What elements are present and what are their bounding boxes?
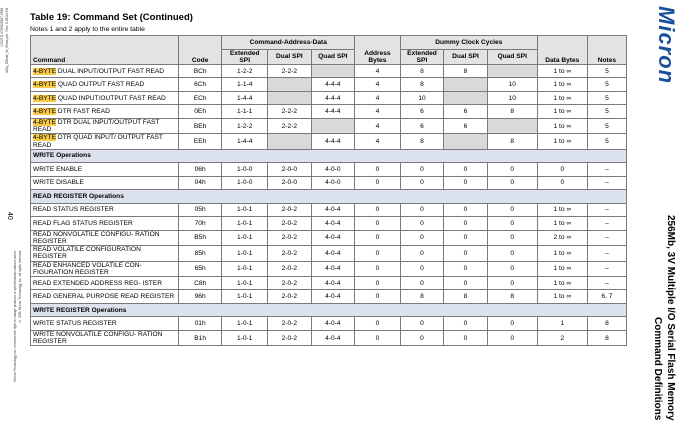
dummy-quad-cell: 8: [487, 290, 537, 304]
dummy-dual-cell: 0: [444, 261, 488, 276]
dummy-quad-cell: 0: [487, 276, 537, 290]
dummy-extended-cell: 0: [400, 317, 444, 331]
dummy-extended-cell: 0: [400, 230, 444, 245]
dummy-dual-cell: 6: [444, 118, 488, 133]
notes-cell: –: [587, 203, 626, 217]
address-bytes-cell: 0: [355, 163, 401, 177]
table-row: [31, 64, 627, 78]
code-cell: EEh: [178, 134, 222, 149]
address-bytes-cell: 0: [355, 246, 401, 261]
extended-spi-cell: 1-0-1: [222, 203, 268, 217]
extended-spi-cell: 1-0-1: [222, 230, 268, 245]
data-bytes-cell: 1 to ∞: [537, 64, 587, 78]
dummy-extended-cell: 0: [400, 246, 444, 261]
dummy-extended-cell: 0: [400, 217, 444, 231]
command-name: DUAL INPUT/OUTPUT FAST READ: [56, 67, 165, 75]
section-header: READ REGISTER Operations: [31, 190, 627, 204]
notes-cell: –: [587, 163, 626, 177]
dummy-extended-cell: 8: [400, 64, 444, 78]
product-title-line-2: Command Definitions: [652, 317, 663, 421]
table-row: [31, 163, 627, 177]
dual-spi-cell: 2-0-2: [268, 246, 312, 261]
dummy-dual-cell: [444, 134, 488, 149]
dual-spi-cell: [268, 78, 312, 92]
command-cell: [31, 176, 179, 190]
table-body: [31, 64, 627, 345]
dummy-quad-cell: 0: [487, 163, 537, 177]
four-byte-highlight: 4-BYTE: [33, 108, 57, 116]
dual-spi-cell: 2-2-2: [268, 118, 312, 133]
extended-spi-cell: 1-0-1: [222, 330, 268, 345]
command-name: READ NONVOLATILE CONFIGU- RATION REGISTER: [33, 230, 160, 245]
table-row: [31, 290, 627, 304]
code-cell: B5h: [178, 230, 222, 245]
section-header: WRITE REGISTER Operations: [31, 303, 627, 317]
code-cell: C8h: [178, 276, 222, 290]
dummy-dual-cell: 0: [444, 330, 488, 345]
address-bytes-cell: 0: [355, 230, 401, 245]
code-cell: 96h: [178, 290, 222, 304]
header-quad-spi: Quad SPI: [311, 49, 355, 64]
dual-spi-cell: 2-2-2: [268, 105, 312, 119]
dummy-extended-cell: 0: [400, 261, 444, 276]
right-margin: [637, 0, 683, 431]
data-bytes-cell: 1: [537, 317, 587, 331]
table-row: [31, 91, 627, 105]
dual-spi-cell: 2-0-2: [268, 330, 312, 345]
code-cell: ECh: [178, 91, 222, 105]
table-title: Table 19: Command Set (Continued): [30, 12, 193, 23]
table-row: [31, 134, 627, 149]
product-title-line-1: 256Mb, 3V Multiple I/O Serial Flash Memory: [665, 215, 676, 421]
header-data-bytes: Data Bytes: [537, 36, 587, 65]
table-row: [31, 176, 627, 190]
code-cell: 01h: [178, 317, 222, 331]
code-cell: 65h: [178, 261, 222, 276]
notes-cell: 5: [587, 134, 626, 149]
table-row: [31, 330, 627, 345]
section-header: WRITE Operations: [31, 149, 627, 163]
product-title: [651, 215, 677, 421]
command-cell: [31, 261, 179, 276]
dummy-extended-cell: 0: [400, 203, 444, 217]
data-bytes-cell: 1 to ∞: [537, 217, 587, 231]
header-dummy-clock-cycles: Dummy Clock Cycles: [400, 36, 537, 50]
address-bytes-cell: 0: [355, 203, 401, 217]
notes-cell: –: [587, 246, 626, 261]
extended-spi-cell: 1-0-1: [222, 317, 268, 331]
dummy-quad-cell: 0: [487, 176, 537, 190]
command-cell: [31, 330, 179, 345]
command-set-table: [30, 35, 627, 346]
extended-spi-cell: 1-2-2: [222, 64, 268, 78]
table-row: [31, 78, 627, 92]
header-dummy-quad-spi: Quad SPI: [487, 49, 537, 64]
notes-cell: 6, 7: [587, 290, 626, 304]
table-row: [31, 217, 627, 231]
quad-spi-cell: 4-0-4: [311, 317, 355, 331]
four-byte-highlight: 4-BYTE: [33, 94, 57, 102]
dummy-quad-cell: [487, 64, 537, 78]
data-bytes-cell: 1 to ∞: [537, 203, 587, 217]
address-bytes-cell: 4: [355, 91, 401, 105]
doc-file: n25q_256mb_3v_65nm.pdf - Rev. S 09/13 EN: [5, 8, 9, 74]
four-byte-highlight: 4-BYTE: [33, 67, 57, 75]
left-margin: [0, 0, 26, 431]
notes-cell: 8: [587, 330, 626, 345]
table-row: [31, 105, 627, 119]
command-cell: [31, 118, 179, 133]
extended-spi-cell: 1-0-1: [222, 246, 268, 261]
table-row: [31, 317, 627, 331]
notes-cell: 5: [587, 91, 626, 105]
command-name: DTR DUAL INPUT/OUTPUT FAST READ: [33, 118, 160, 134]
notes-cell: 5: [587, 105, 626, 119]
address-bytes-cell: 0: [355, 290, 401, 304]
page-number: 40: [6, 212, 13, 220]
command-cell: [31, 230, 179, 245]
command-cell: [31, 134, 179, 149]
dummy-dual-cell: 0: [444, 246, 488, 261]
dummy-quad-cell: 10: [487, 78, 537, 92]
dummy-quad-cell: 8: [487, 105, 537, 119]
quad-spi-cell: 4-4-4: [311, 78, 355, 92]
table-row: [31, 230, 627, 245]
dual-spi-cell: 2-0-2: [268, 276, 312, 290]
data-bytes-cell: 1 to ∞: [537, 134, 587, 149]
notes-cell: –: [587, 261, 626, 276]
command-cell: [31, 246, 179, 261]
dummy-extended-cell: 8: [400, 290, 444, 304]
dual-spi-cell: 2-0-2: [268, 203, 312, 217]
dummy-quad-cell: [487, 118, 537, 133]
header-dual-spi: Dual SPI: [268, 49, 312, 64]
table-row: [31, 118, 627, 133]
notes-cell: 5: [587, 64, 626, 78]
notes-cell: 8: [587, 317, 626, 331]
notes-cell: 5: [587, 118, 626, 133]
command-name: READ GENERAL PURPOSE READ REGISTER: [33, 293, 175, 301]
command-name: WRITE DISABLE: [33, 179, 84, 187]
extended-spi-cell: 1-4-4: [222, 134, 268, 149]
quad-spi-cell: 4-4-4: [311, 105, 355, 119]
notes-cell: –: [587, 230, 626, 245]
address-bytes-cell: 4: [355, 134, 401, 149]
four-byte-highlight: 4-BYTE: [33, 118, 57, 126]
address-bytes-cell: 0: [355, 217, 401, 231]
command-name: DTR FAST READ: [56, 108, 110, 116]
quad-spi-cell: 4-0-4: [311, 290, 355, 304]
quad-spi-cell: 4-0-0: [311, 176, 355, 190]
quad-spi-cell: 4-0-4: [311, 330, 355, 345]
header-address-bytes: Address Bytes: [355, 36, 401, 65]
address-bytes-cell: 0: [355, 317, 401, 331]
code-cell: 04h: [178, 176, 222, 190]
dummy-extended-cell: 6: [400, 118, 444, 133]
dummy-extended-cell: 0: [400, 330, 444, 345]
header-code: Code: [178, 36, 222, 65]
section-header-row: [31, 303, 627, 317]
command-name: READ FLAG STATUS REGISTER: [33, 219, 133, 227]
table-row: [31, 261, 627, 276]
command-name: QUAD INPUT/OUTPUT FAST READ: [56, 94, 166, 102]
quad-spi-cell: 4-4-4: [311, 91, 355, 105]
dummy-quad-cell: 0: [487, 261, 537, 276]
command-name: DTR QUAD INPUT/ OUTPUT FAST READ: [33, 134, 163, 149]
dummy-dual-cell: 0: [444, 176, 488, 190]
dual-spi-cell: 2-0-0: [268, 163, 312, 177]
dummy-dual-cell: 8: [444, 64, 488, 78]
data-bytes-cell: 1 to ∞: [537, 78, 587, 92]
section-header-row: [31, 149, 627, 163]
dummy-dual-cell: [444, 91, 488, 105]
dual-spi-cell: 2-0-2: [268, 217, 312, 231]
header-notes: Notes: [587, 36, 626, 65]
dummy-extended-cell: 6: [400, 105, 444, 119]
doc-id: CCMTD-1725822587-3368: [0, 8, 4, 47]
dummy-extended-cell: 0: [400, 176, 444, 190]
dummy-dual-cell: 0: [444, 276, 488, 290]
command-cell: [31, 276, 179, 290]
code-cell: BEh: [178, 118, 222, 133]
dual-spi-cell: 2-0-2: [268, 261, 312, 276]
address-bytes-cell: 4: [355, 105, 401, 119]
address-bytes-cell: 0: [355, 276, 401, 290]
dual-spi-cell: 2-2-2: [268, 64, 312, 78]
extended-spi-cell: 1-0-1: [222, 261, 268, 276]
address-bytes-cell: 4: [355, 64, 401, 78]
header-dummy-extended-spi: Extended SPI: [400, 49, 444, 64]
dummy-dual-cell: 0: [444, 163, 488, 177]
command-cell: [31, 203, 179, 217]
command-name: READ STATUS REGISTER: [33, 206, 114, 214]
quad-spi-cell: [311, 118, 355, 133]
quad-spi-cell: 4-4-4: [311, 134, 355, 149]
quad-spi-cell: [311, 64, 355, 78]
dummy-quad-cell: 8: [487, 134, 537, 149]
dual-spi-cell: 2-0-2: [268, 290, 312, 304]
dual-spi-cell: 2-0-0: [268, 176, 312, 190]
address-bytes-cell: 0: [355, 176, 401, 190]
data-bytes-cell: 2 to ∞: [537, 230, 587, 245]
command-cell: [31, 91, 179, 105]
command-name: READ VOLATILE CONFIGURATION REGISTER: [33, 246, 141, 261]
dual-spi-cell: [268, 134, 312, 149]
quad-spi-cell: 4-0-4: [311, 230, 355, 245]
command-name: READ EXTENDED ADDRESS REG- ISTER: [33, 279, 162, 287]
dummy-extended-cell: 8: [400, 78, 444, 92]
dummy-extended-cell: 0: [400, 276, 444, 290]
dummy-quad-cell: 0: [487, 246, 537, 261]
dummy-quad-cell: 10: [487, 91, 537, 105]
dummy-quad-cell: 0: [487, 317, 537, 331]
dummy-quad-cell: 0: [487, 330, 537, 345]
header-command: Command: [31, 36, 179, 65]
header-dummy-dual-spi: Dual SPI: [444, 49, 488, 64]
micron-logo: Micron: [654, 6, 679, 85]
code-cell: 85h: [178, 246, 222, 261]
command-cell: [31, 163, 179, 177]
notes-cell: –: [587, 176, 626, 190]
data-bytes-cell: 0: [537, 163, 587, 177]
dual-spi-cell: 2-0-2: [268, 317, 312, 331]
dummy-dual-cell: 0: [444, 230, 488, 245]
dummy-quad-cell: 0: [487, 203, 537, 217]
dummy-dual-cell: 0: [444, 203, 488, 217]
code-cell: 05h: [178, 203, 222, 217]
address-bytes-cell: 0: [355, 330, 401, 345]
notes-cell: 5: [587, 78, 626, 92]
header-command-address-data: Command-Address-Data: [222, 36, 355, 50]
quad-spi-cell: 4-0-4: [311, 276, 355, 290]
quad-spi-cell: 4-0-4: [311, 203, 355, 217]
dummy-dual-cell: 0: [444, 317, 488, 331]
code-cell: 0Eh: [178, 105, 222, 119]
data-bytes-cell: 1 to ∞: [537, 105, 587, 119]
dummy-quad-cell: 0: [487, 230, 537, 245]
copyright-line-1: Micron Technology, Inc. reserves the right to change products or specifications without notice.: [13, 250, 17, 382]
command-cell: [31, 217, 179, 231]
data-bytes-cell: 1 to ∞: [537, 246, 587, 261]
quad-spi-cell: 4-0-4: [311, 246, 355, 261]
extended-spi-cell: 1-0-0: [222, 163, 268, 177]
command-name: WRITE NONVOLATILE CONFIGU- RATION REGISTER: [33, 330, 163, 346]
data-bytes-cell: 1 to ∞: [537, 91, 587, 105]
dual-spi-cell: [268, 91, 312, 105]
command-cell: [31, 317, 179, 331]
code-cell: B1h: [178, 330, 222, 345]
extended-spi-cell: 1-0-1: [222, 290, 268, 304]
table-row: [31, 276, 627, 290]
data-bytes-cell: 1 to ∞: [537, 290, 587, 304]
table-row: [31, 246, 627, 261]
dual-spi-cell: 2-0-2: [268, 230, 312, 245]
data-bytes-cell: 0: [537, 176, 587, 190]
data-bytes-cell: 1 to ∞: [537, 276, 587, 290]
quad-spi-cell: 4-0-4: [311, 261, 355, 276]
extended-spi-cell: 1-1-1: [222, 105, 268, 119]
table-note: Notes 1 and 2 apply to the entire table: [30, 26, 145, 33]
quad-spi-cell: 4-0-0: [311, 163, 355, 177]
header-extended-spi: Extended SPI: [222, 49, 268, 64]
command-name: READ ENHANCED VOLATILE CON- FIGURATION REGISTER: [33, 261, 142, 276]
command-cell: [31, 64, 179, 78]
notes-cell: –: [587, 217, 626, 231]
four-byte-highlight: 4-BYTE: [33, 81, 57, 89]
extended-spi-cell: 1-0-0: [222, 176, 268, 190]
quad-spi-cell: 4-0-4: [311, 217, 355, 231]
main-content: [30, 8, 627, 346]
dummy-dual-cell: 6: [444, 105, 488, 119]
data-bytes-cell: 1 to ∞: [537, 261, 587, 276]
command-cell: [31, 290, 179, 304]
dummy-dual-cell: [444, 78, 488, 92]
dummy-extended-cell: 0: [400, 163, 444, 177]
code-cell: 06h: [178, 163, 222, 177]
code-cell: 6Ch: [178, 78, 222, 92]
extended-spi-cell: 1-0-1: [222, 217, 268, 231]
command-name: QUAD OUTPUT FAST READ: [56, 81, 145, 89]
four-byte-highlight: 4-BYTE: [33, 134, 57, 142]
extended-spi-cell: 1-4-4: [222, 91, 268, 105]
data-bytes-cell: 1 to ∞: [537, 118, 587, 133]
command-cell: [31, 105, 179, 119]
address-bytes-cell: 4: [355, 118, 401, 133]
dummy-quad-cell: 0: [487, 217, 537, 231]
command-cell: [31, 78, 179, 92]
address-bytes-cell: 0: [355, 261, 401, 276]
table-row: [31, 203, 627, 217]
section-header-row: [31, 190, 627, 204]
command-name: WRITE ENABLE: [33, 165, 83, 173]
command-name: WRITE STATUS REGISTER: [33, 320, 117, 328]
dummy-extended-cell: 10: [400, 91, 444, 105]
code-cell: BCh: [178, 64, 222, 78]
extended-spi-cell: 1-0-1: [222, 276, 268, 290]
extended-spi-cell: 1-1-4: [222, 78, 268, 92]
dummy-extended-cell: 8: [400, 134, 444, 149]
notes-cell: –: [587, 276, 626, 290]
data-bytes-cell: 2: [537, 330, 587, 345]
address-bytes-cell: 4: [355, 78, 401, 92]
dummy-dual-cell: 8: [444, 290, 488, 304]
code-cell: 70h: [178, 217, 222, 231]
extended-spi-cell: 1-2-2: [222, 118, 268, 133]
copyright-line-2: © 2011 Micron Technology, Inc. All rights reserved.: [18, 250, 22, 323]
dummy-dual-cell: 0: [444, 217, 488, 231]
